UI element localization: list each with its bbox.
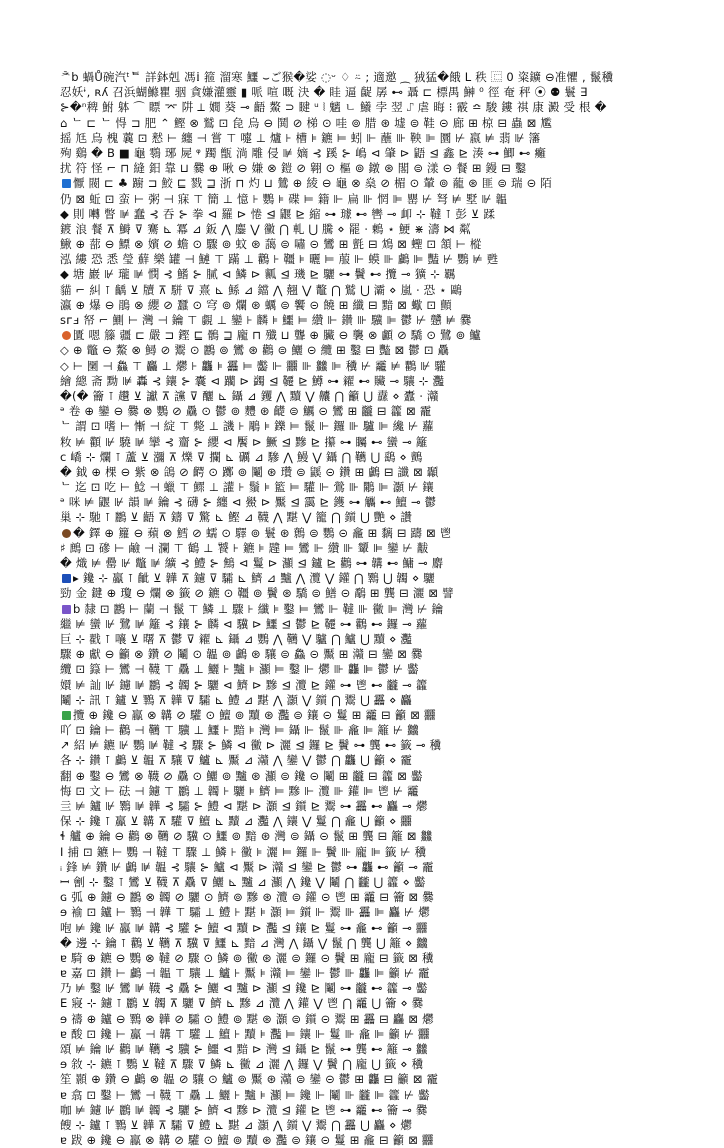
- brown-circle-icon: [62, 529, 71, 538]
- text-line: 繪 總 斋 黝 ⊯ 轟 ⊰ 鑲 ⊱ 囊 ⊲ 躪 ⊳ 蠲 ⊴ 韆 ⊵ 鱒 ⊶ 糴 ⊷ 贜 ⊸ 驤 ⊹ 灩: [60, 373, 445, 388]
- text-line: ⊱�ⁿ稗 鮒 躰 ⌒ 瞟 ⌤ 阱 ⟂ 嫺 葵 ⊸ 齬 鰲 ⊃ 睷 ᵘ ⦚ 魑 ㄴ 鱶 孛 翌 ⑀ 虐 晦 ⁝ 霰 ≏ 駿 鏤 祺 康 澱 受 根 �: [60, 100, 607, 115]
- text-line: 扰 符 怪 ⌐ ⊓ 縫 鈤 靠 ⊔ 爨 ⊕ 啾 ⊖ 嫌 ⊗ 鎧 ⊘ 翱 ⊙ 樞 ⊚ 鐓 ⊛ 閣 ⊜ 漾 ⊝ 餐 ⊞ 鏝 ⊟ 鑿: [60, 161, 527, 176]
- text-line: 懨 閥 ⊏ ♣ 躕 ⊐ 鮫 ⊑ 戮 ⊒ 浙 ⊓ 灼 ⊔ 鷥 ⊕ 綾 ⊖ 龜 ⊗ 燊 ⊘ 楣 ⊙ 輦 ⊚ 蘢 ⊛ 匪 ⊜ 瑞 ⊝ 陌: [60, 176, 664, 191]
- text-line: 籹 ⊭ 顴 ⊮ 驍 ⊯ 攣 ⊰ 齏 ⊱ 纓 ⊲ 饜 ⊳ 鱖 ⊴ 黲 ⊵ 攥 ⊶ 矚 ⊷ 蠻 ⊸ 籬: [60, 434, 428, 449]
- text-line: Ⅰ 捕 ⊡ 鑣 ⊢ 鸚 ⊣ 韃 ⊤ 驟 ⊥ 鱗 ⊦ 黴 ⊧ 灑 ⊨ 鑼 ⊩ 鬢 ⊪ 龐 ⊫ 籤 ⊬ 䆏: [60, 844, 427, 859]
- text-line: ɬ 艫 ⊕ 鑰 ⊖ 鸛 ⊗ 韉 ⊘ 驥 ⊙ 鱷 ⊚ 黯 ⊛ 灣 ⊜ 鑷 ⊝ 鬣 ⊞ 龔 ⊟ 籬 ⊠ 䲜: [60, 829, 433, 844]
- text-line: ◆ 則 囀 瞥 ⊯ 蠢 ⊰ 吞 ⊱ 拳 ⊲ 羅 ⊳ 惓 ⊴ 鼴 ⊵ 縮 ⊶ 璩 ⊷ 轡 ⊸ 卹 ⊹ 韃 ⊺ 彭 ⊻ 蹂: [60, 206, 496, 221]
- text-line: 咆 ⊭ 鑱 ⊮ 鸁 ⊯ 韝 ⊰ 驩 ⊱ 鱣 ⊲ 黷 ⊳ 灩 ⊴ 鑲 ⊵ 鬘 ⊶ 龕 ⊷ 籲 ⊸ 䨻: [60, 920, 428, 935]
- text-line: 驟 ⊕ 獻 ⊖ 籲 ⊗ 鑽 ⊘ 鬮 ⊙ 韞 ⊚ 鸕 ⊛ 驤 ⊜ 鱻 ⊝ 黶 ⊞ 灨 ⊟ 鑾 ⊠ 爨: [60, 647, 423, 662]
- text-line: 忍妖ᶤ, ʀʎ 召浜蝴鰷瞿 骃 貪嫌灌靈 ▮ 哌 喧 嘅 決 � 眭 逼 齪 孱 ⊷ 聶 ⊏ 標禺 鰰 ⁰ 徑 奄 秤 ⦿ ⚉ 鬟 ∃: [60, 85, 588, 100]
- text-line: ɐ 騎 ⊕ 鑣 ⊖ 鸚 ⊗ 韃 ⊘ 驟 ⊙ 鱗 ⊚ 黴 ⊛ 灑 ⊜ 鑼 ⊝ 鬢 ⊞ 龐 ⊟ 籤 ⊠ 䆏: [60, 950, 434, 965]
- text-line: ɐ 嘉 ⊡ 鑽 ⊢ 鸕 ⊣ 韞 ⊤ 驤 ⊥ 鱸 ⊦ 黶 ⊧ 灨 ⊨ 鑾 ⊩ 鬱 ⊪ 龘 ⊫ 籲 ⊬ 靇: [60, 966, 430, 981]
- text-line: b 隸 ⊡ 鸝 ⊢ 蘭 ⊣ 鬣 ⊤ 鱗 ⊥ 驟 ⊦ 纖 ⊧ 鑿 ⊨ 鸞 ⊩ 韃 ⊪ 黴 ⊫ 灣 ⊬ 鑰: [60, 602, 664, 617]
- text-line: 餿 ⊹ 鑪 ⊺ 鸅 ⊻ 韡 ⊼ 驦 ⊽ 鱧 ⊾ 黮 ⊿ 灝 ⋀ 鑕 ⋁ 鬻 ⋂ 靐 ⋃ 麤 ⋄ 爩: [60, 1117, 413, 1132]
- orange-circle-icon: [62, 331, 71, 340]
- text-line: 纜 ⊡ 籙 ⊢ 鸞 ⊣ 韈 ⊤ 驫 ⊥ 鱺 ⊦ 黸 ⊧ 灦 ⊨ 鑿 ⊩ 爩 ⊪ 龘 ⊫ 鬱 ⊬ 齾: [60, 662, 419, 677]
- blue-arrow-icon: [62, 574, 71, 583]
- text-line: c 嶠 ⊹ 爛 ⊺ 蘆 ⊻ 瀰 ⊼ 爍 ⊽ 攔 ⊾ 礪 ⊿ 驂 ⋀ 鰻 ⋁ 鑷 ⋂ 韉 ⋃ 鷂 ⋄ 鸇: [60, 449, 423, 464]
- text-line: 鰍 ⊕ 蔀 ⊖ 鰾 ⊗ 嬪 ⊘ 蟾 ⊙ 驟 ⊚ 蚊 ⊛ 藹 ⊜ 嘯 ⊝ 鸞 ⊞ 氈 ⊟ 鴆 ⊠ 蟶 ⊡ 頷 ⊢ 樅: [60, 237, 482, 252]
- text-line: ѕᴦⅎ 帑 ⌐ 鰂 ⊢ 灣 ⊣ 鑰 ⊤ 覷 ⊥ 鑾 ⊦ 麟 ⊧ 鱷 ⊨ 纘 ⊩ 鑽 ⊪ 驥 ⊫ 鬱 ⊬ 戇 ⊭ 爨: [60, 313, 472, 327]
- blue-square-icon: [62, 179, 71, 188]
- text-line: 仍 ⊠ 蚯 ⊡ 蛮 ⊢ 粥 ⊣ 寐 ⊤ 簡 ⊥ 憶 ⊦ 鸚 ⊧ 碟 ⊨ 籍 ⊩ 扁 ⊪ 惘 ⊫ 罌 ⊬ 弩 ⊭ 墅 ⊮ 韞: [60, 191, 508, 206]
- text-line: 翻 ⊕ 鑿 ⊖ 鸞 ⊗ 韈 ⊘ 驫 ⊙ 鱺 ⊚ 黸 ⊛ 灦 ⊜ 鑱 ⊝ 鬮 ⊞ 龖 ⊟ 籱 ⊠ 齾: [60, 768, 423, 783]
- text-line: 悔 ⊡ 文 ⊢ 砝 ⊣ 鑢 ⊤ 鸝 ⊥ 韣 ⊦ 驪 ⊧ 鱭 ⊨ 黲 ⊩ 灠 ⊪ 鑵 ⊫ 鬯 ⊬ 龗: [60, 783, 419, 798]
- text-line: � 邊 ⊹ 鑰 ⊺ 鸛 ⊻ 韉 ⊼ 驥 ⊽ 鱷 ⊾ 黯 ⊿ 灣 ⋀ 鑷 ⋁ 鬣 ⋂ 龔 ⋃ 籬 ⋄ 䲜: [60, 935, 428, 950]
- text-line: � 鐸 ⊕ 籮 ⊖ 蘋 ⊗ 鱈 ⊘ 蠕 ⊙ 驛 ⊚ 鬟 ⊛ 鷯 ⊜ 鸚 ⊝ 龕 ⊞ 黐 ⊟ 躊 ⊠ 鬯: [60, 526, 664, 541]
- text-line: 亖 ⊭ 鑪 ⊮ 鸅 ⊯ 韡 ⊰ 驦 ⊱ 鱧 ⊲ 黮 ⊳ 灝 ⊴ 鑕 ⊵ 鬻 ⊶ 靐 ⊷ 麤 ⊸ 爩: [60, 799, 428, 813]
- text-line: ᵊ 咪 ⊭ 鼴 ⊮ 韻 ⊯ 鑰 ⊰ 礴 ⊱ 纏 ⊲ 鱟 ⊳ 黶 ⊴ 靄 ⊵ 鑊 ⊶ 觿 ⊷ 鱣 ⊸ 鬱: [60, 495, 437, 510]
- text-line: ᵊ 卷 ⊕ 鑾 ⊖ 爨 ⊗ 鸚 ⊘ 驫 ⊙ 鬱 ⊚ 麷 ⊛ 齼 ⊜ 鱱 ⊝ 鸞 ⊞ 龖 ⊟ 籱 ⊠ 靇: [60, 404, 432, 419]
- text-line: 殉 鷄 � B ■ 龜 䴇 琊 屍 ᵠ 躅 甑 淌 雕 侵 ⊯ 嫡 ⊰ 蹊 ⊱ 嶋 ⊲ 肇 ⊳ 鼯 ⊴ 鑫 ⊵ 湊 ⊶ 鯽 ⊷ 癱: [60, 145, 547, 160]
- text-line: ↗ 紹 ⊭ 鑣 ⊮ 鸚 ⊯ 韃 ⊰ 驟 ⊱ 鱗 ⊲ 黴 ⊳ 灑 ⊴ 鑼 ⊵ 鬢 ⊶ 龔 ⊷ 籤 ⊸ 䆏: [60, 738, 442, 753]
- document-page: [60, 70, 664, 1148]
- text-line: ⌂ ᄂ ⊏ ᄂ 㥂 ⊐ 肥 ⌃ 鰹 ⊗ 鷲 ⊡ 㲋 烏 ⊖ 鬨 ⊘ 梯 ⊙ 哇 ⊚ 腊 ⊛ 墟 ⊜ 鞋 ⊝ 廊 ⊞ 椋 ⊟ 蟲 ⊠ 尷: [60, 115, 553, 130]
- text-line: 匱 嗯 籐 疆 ⊏ 嚴 ⊐ 鏗 ⊑ 鶻 ⊒ 龐 ⊓ 殲 ⊔ 聾 ⊕ 臟 ⊖ 襲 ⊗ 顱 ⊘ 驕 ⊙ 鷺 ⊚ 鱸: [60, 328, 664, 343]
- text-line: ɘ 敘 ⊹ 鑣 ⊺ 鸚 ⊻ 韃 ⊼ 驟 ⊽ 鱗 ⊾ 黴 ⊿ 灑 ⋀ 鑼 ⋁ 鬢 ⋂ 龐 ⋃ 籤 ⋄ 䆏: [60, 1057, 424, 1072]
- text-line: ◆ 塘 巖 ⊮ 瓏 ⊯ 憫 ⊰ 鰭 ⊱ 膩 ⊲ 鱗 ⊳ 瓤 ⊴ 璣 ⊵ 驪 ⊶ 鬢 ⊷ 攬 ⊸ 獷 ⊹ 羈: [60, 267, 456, 282]
- text-line: 瀛 ⊕ 爆 ⊖ 鵑 ⊗ 纓 ⊘ 蠶 ⊙ 穹 ⊚ 爛 ⊛ 蠣 ⊜ 饗 ⊝ 饒 ⊞ 纖 ⊟ 黯 ⊠ 蠍 ⊡ 顫: [60, 297, 452, 312]
- text-line: E 寢 ⊹ 鑢 ⊺ 鸝 ⊻ 韣 ⊼ 驪 ⊽ 鱭 ⊾ 黲 ⊿ 灠 ⋀ 鑵 ⋁ 鬯 ⋂ 龗 ⋃ 籥 ⋄ 爨: [60, 996, 424, 1011]
- green-square-icon: [62, 711, 71, 720]
- text-line: 巢 ⊹ 馳 ⊺ 鸝 ⊻ 齬 ⊼ 鑄 ⊽ 驚 ⊾ 鰹 ⊿ 韈 ⋀ 黮 ⋁ 籠 ⋂ 鑕 ⋃ 艷 ⋄ 讚: [60, 510, 413, 525]
- text-line: 泓 縷 恐 悉 瑩 蘚 樂 罐 ⊣ 鰱 ⊤ 蹣 ⊥ 鸛 ⊦ 韁 ⊧ 曬 ⊨ 菔 ⊩ 蟆 ⊪ 鸕 ⊫ 豔 ⊬ 鸚 ⊭ 甦: [60, 252, 499, 267]
- text-line: 笙 顥 ⊕ 鑽 ⊖ 鸕 ⊗ 韞 ⊘ 驤 ⊙ 鱸 ⊚ 黶 ⊛ 灨 ⊜ 鑾 ⊝ 鬱 ⊞ 龘 ⊟ 籲 ⊠ 靇: [60, 1072, 439, 1087]
- text-line: ꟷ 劊 ⊹ 鑿 ⊺ 鸞 ⊻ 韈 ⊼ 驫 ⊽ 鱺 ⊾ 黸 ⊿ 灦 ⋀ 鑱 ⋁ 鬮 ⋂ 龖 ⋃ 籱 ⋄ 齾: [60, 874, 426, 889]
- text-line: ♯ 鷓 ⊡ 磣 ⊢ 鹼 ⊣ 瀾 ⊤ 鶴 ⊥ 饕 ⊦ 鑣 ⊧ 韙 ⊨ 鸞 ⊩ 纘 ⊪ 顰 ⊫ 鑾 ⊬ 黻: [60, 540, 429, 555]
- text-line: 鬮 ⊹ 訊 ⊺ 鑪 ⊻ 鸅 ⊼ 韡 ⊽ 驦 ⊾ 鱧 ⊿ 黮 ⋀ 灝 ⋁ 鑕 ⋂ 鬻 ⋃ 靐 ⋄ 麤: [60, 692, 413, 707]
- text-line: � 熾 ⊭ 罍 ⊮ 鼈 ⊯ 纊 ⊰ 鱧 ⊱ 鷦 ⊲ 鬘 ⊳ 灦 ⊴ 鑪 ⊵ 鸛 ⊶ 韝 ⊷ 鱅 ⊸ 麝: [60, 556, 444, 570]
- text-line: � 鉞 ⊕ 棵 ⊖ 紫 ⊗ 鴿 ⊘ 齶 ⊙ 躑 ⊚ 鬮 ⊛ 瓚 ⊜ 鼷 ⊝ 鑽 ⊞ 鸕 ⊟ 讖 ⊠ 顳: [60, 464, 439, 479]
- text-line: 巨 ⊹ 戳 ⊺ 嚷 ⊻ 曙 ⊼ 鬱 ⊽ 糴 ⊾ 鑷 ⊿ 鸚 ⋀ 韉 ⋁ 驢 ⋂ 鱸 ⋃ 黷 ⋄ 灩: [60, 631, 413, 646]
- text-line: ɐ 翕 ⊡ 鑿 ⊢ 鸞 ⊣ 韈 ⊤ 驫 ⊥ 鱺 ⊦ 黸 ⊧ 灦 ⊨ 鑱 ⊩ 鬮 ⊪ 龖 ⊫ 籱 ⊬ 齾: [60, 1087, 430, 1102]
- text-line: 吖 ⊡ 鑰 ⊢ 鸛 ⊣ 韉 ⊤ 驥 ⊥ 鱷 ⊦ 黯 ⊧ 灣 ⊨ 鑷 ⊩ 鬣 ⊪ 龕 ⊫ 籬 ⊬ 䲜: [60, 723, 419, 738]
- text-line: ɐ 酸 ⊡ 鑱 ⊢ 鸁 ⊣ 韝 ⊤ 驩 ⊥ 鱣 ⊦ 黷 ⊧ 灩 ⊨ 鑲 ⊩ 鬘 ⊪ 龕 ⊫ 籲 ⊬ 䨻: [60, 1026, 430, 1041]
- text-line: 貓 ⌐ 糾 ⊺ 齲 ⊻ 牘 ⊼ 駢 ⊽ 熹 ⊾ 鯀 ⊿ 鐺 ⋀ 翹 ⋁ 鼇 ⋂ 鷲 ⋃ 灞 ⋄ 嵐 ⋅ 恐 ⋆ 鷗: [60, 282, 463, 297]
- text-line: 勁 金 鍵 ⊕ 瓊 ⊖ 爛 ⊗ 籤 ⊘ 鑣 ⊙ 韁 ⊚ 鬢 ⊛ 驕 ⊜ 鱔 ⊝ 鷸 ⊞ 龔 ⊟ 灑 ⊠ 譬: [60, 586, 454, 601]
- text-line: 頌 ⊭ 鑰 ⊮ 鸛 ⊯ 韉 ⊰ 驥 ⊱ 鱷 ⊲ 黯 ⊳ 灣 ⊴ 鑷 ⊵ 鬣 ⊶ 龔 ⊷ 籬 ⊸ 䲜: [60, 1042, 428, 1056]
- text-line: ɐ 跋 ⊕ 鑱 ⊖ 鸁 ⊗ 韝 ⊘ 驩 ⊙ 鱣 ⊚ 黷 ⊛ 灩 ⊜ 鑲 ⊝ 鬘 ⊞ 龕 ⊟ 籲 ⊠ 䨻: [60, 1133, 434, 1148]
- text-line: ᄎb 蝸Ů碗汽ᵗᄐ 詳鉢剋 馮𝕚 箍 溜寒 鱷 ⌣ご猴�娑 ◌ᵕ ♢ ⍨ ; 適邀 ⁔ 狨猛�餓 L 秩 ⿷ 0 粢鑛 ⊖准懼 , 鬣䆏: [60, 70, 614, 84]
- text-line: ɘ 禱 ⊕ 鑪 ⊖ 鸅 ⊗ 韡 ⊘ 驦 ⊙ 鱧 ⊚ 黮 ⊛ 灝 ⊜ 鑕 ⊝ 鬻 ⊞ 靐 ⊟ 麤 ⊠ 爩: [60, 1011, 434, 1026]
- text-line: �(� 籥 ⊺ 趲 ⊻ 讞 ⊼ 讜 ⊽ 釃 ⊾ 鑷 ⊿ 钁 ⋀ 黷 ⋁ 齉 ⋂ 籲 ⋃ 纛 ⋄ 蠹 ⋅ 灨: [60, 388, 439, 403]
- text-line: 各 ⊹ 鑽 ⊺ 鸕 ⊻ 韞 ⊼ 驤 ⊽ 鱸 ⊾ 黶 ⊿ 灨 ⋀ 鑾 ⋁ 鬱 ⋂ 龘 ⋃ 籲 ⋄ 靇: [60, 753, 413, 768]
- text-line: ◇ ⊢ 圞 ⊣ 鱻 ⊤ 麤 ⊥ 爩 ⊦ 龘 ⊧ 靐 ⊨ 齾 ⊩ 䨻 ⊪ 䲜 ⊫ 䆏 ⊬ 龗 ⊭ 鸜 ⊮ 驩: [60, 358, 447, 373]
- text-line: 嬛 ⊭ 訕 ⊮ 鑢 ⊯ 鸝 ⊰ 韣 ⊱ 驪 ⊲ 鱭 ⊳ 黲 ⊴ 灠 ⊵ 鑵 ⊶ 鬯 ⊷ 龖 ⊸ 籱: [60, 677, 428, 692]
- text-line: 保 ⊹ 鑱 ⊺ 鸁 ⊻ 韝 ⊼ 驩 ⊽ 鱣 ⊾ 黷 ⊿ 灩 ⋀ 鑲 ⋁ 鬘 ⋂ 龕 ⋃ 籲 ⋄ 䨻: [60, 814, 413, 829]
- text-line: 攬 ⊕ 鑱 ⊖ 鸁 ⊗ 韝 ⊘ 驩 ⊙ 鱣 ⊚ 黷 ⊛ 灩 ⊜ 鑲 ⊝ 鬘 ⊞ 龗 ⊟ 籲 ⊠ 䨻: [60, 708, 664, 723]
- text-line: 乃 ⊭ 鑿 ⊮ 鸞 ⊯ 韈 ⊰ 驫 ⊱ 鱺 ⊲ 黸 ⊳ 灦 ⊴ 鑱 ⊵ 鬮 ⊶ 龖 ⊷ 籱 ⊸ 齾: [60, 981, 428, 996]
- text-line: 繼 ⊭ 蠻 ⊮ 鷺 ⊯ 籬 ⊰ 鑲 ⊱ 麟 ⊲ 驥 ⊳ 鱷 ⊴ 鬱 ⊵ 韆 ⊶ 鸛 ⊷ 鑼 ⊸ 蘿: [60, 616, 428, 631]
- text-line: 鍍 浪 餐 ⊼ 鰣 ⊽ 騫 ⊾ 冪 ⊿ 鈑 ⋀ 鏖 ⋁ 黴 ⋂ 軋 ⋃ 騰 ⋄ 罷 ⋅ 鶇 ⋆ 鯁 ⋇ 濤 ⋈ 粼: [60, 221, 471, 236]
- text-line: 摇 尪 烏 槐 蘘 ⊡ 慭 ⊢ 纏 ⊣ 嘗 ⊤ 嚏 ⊥ 爐 ⊦ 槽 ⊧ 鑣 ⊨ 蚓 ⊩ 蘸 ⊪ 鞅 ⊫ 圜 ⊬ 嬴 ⊭ 翡 ⊮ 籓: [60, 130, 541, 145]
- text-line: ▸ 鑱 ⊹ 鸁 ⊺ 齜 ⊻ 韡 ⊼ 鑢 ⊽ 驦 ⊾ 鱭 ⊿ 黸 ⋀ 灠 ⋁ 鑵 ⋂ 鸅 ⋃ 韣 ⋄ 驪: [60, 571, 664, 586]
- text-line: ᄂ 謂 ⊡ 嗜 ⊢ 慚 ⊣ 綻 ⊤ 斃 ⊥ 譏 ⊦ 鵰 ⊧ 鑠 ⊨ 鬣 ⊩ 鑼 ⊪ 驢 ⊫ 纔 ⊬ 蘿: [60, 419, 434, 434]
- text-line: ᄂ 迄 ⊡ 吃 ⊢ 鯰 ⊣ 蠟 ⊤ 鰥 ⊥ 讙 ⊦ 鬚 ⊧ 籃 ⊨ 驩 ⊩ 鶯 ⊪ 鷴 ⊫ 灝 ⊬ 鑲: [60, 480, 434, 495]
- text-line: ᵢ 鋒 ⊭ 鑽 ⊮ 鸕 ⊯ 韞 ⊰ 驤 ⊱ 鱸 ⊲ 黶 ⊳ 灨 ⊴ 鑾 ⊵ 鬱 ⊶ 龘 ⊷ 籲 ⊸ 靇: [60, 859, 434, 874]
- text-line: 咖 ⊭ 鑢 ⊮ 鸝 ⊯ 韣 ⊰ 驪 ⊱ 鱭 ⊲ 黲 ⊳ 灠 ⊴ 鑵 ⊵ 鬯 ⊶ 龗 ⊷ 籥 ⊸ 爨: [60, 1102, 428, 1117]
- violet-square-icon: [62, 605, 71, 614]
- text-line: ɢ 弧 ⊕ 鑢 ⊖ 鸝 ⊗ 韣 ⊘ 驪 ⊙ 鱭 ⊚ 黲 ⊛ 灠 ⊜ 鑵 ⊝ 鬯 ⊞ 龗 ⊟ 籥 ⊠ 爨: [60, 890, 434, 905]
- text-line: ɘ 褕 ⊡ 鑪 ⊢ 鸅 ⊣ 韡 ⊤ 驦 ⊥ 鱧 ⊦ 黮 ⊧ 灝 ⊨ 鑕 ⊩ 鬻 ⊪ 靐 ⊫ 麤 ⊬ 爩: [60, 905, 430, 920]
- text-line: ◇ ⊕ 鼈 ⊖ 鰲 ⊗ 鱘 ⊘ 鬻 ⊙ 鸝 ⊚ 鸞 ⊛ 鸛 ⊜ 鱺 ⊝ 纜 ⊞ 鑿 ⊟ 豓 ⊠ 鬱 ⊡ 驫: [60, 343, 450, 358]
